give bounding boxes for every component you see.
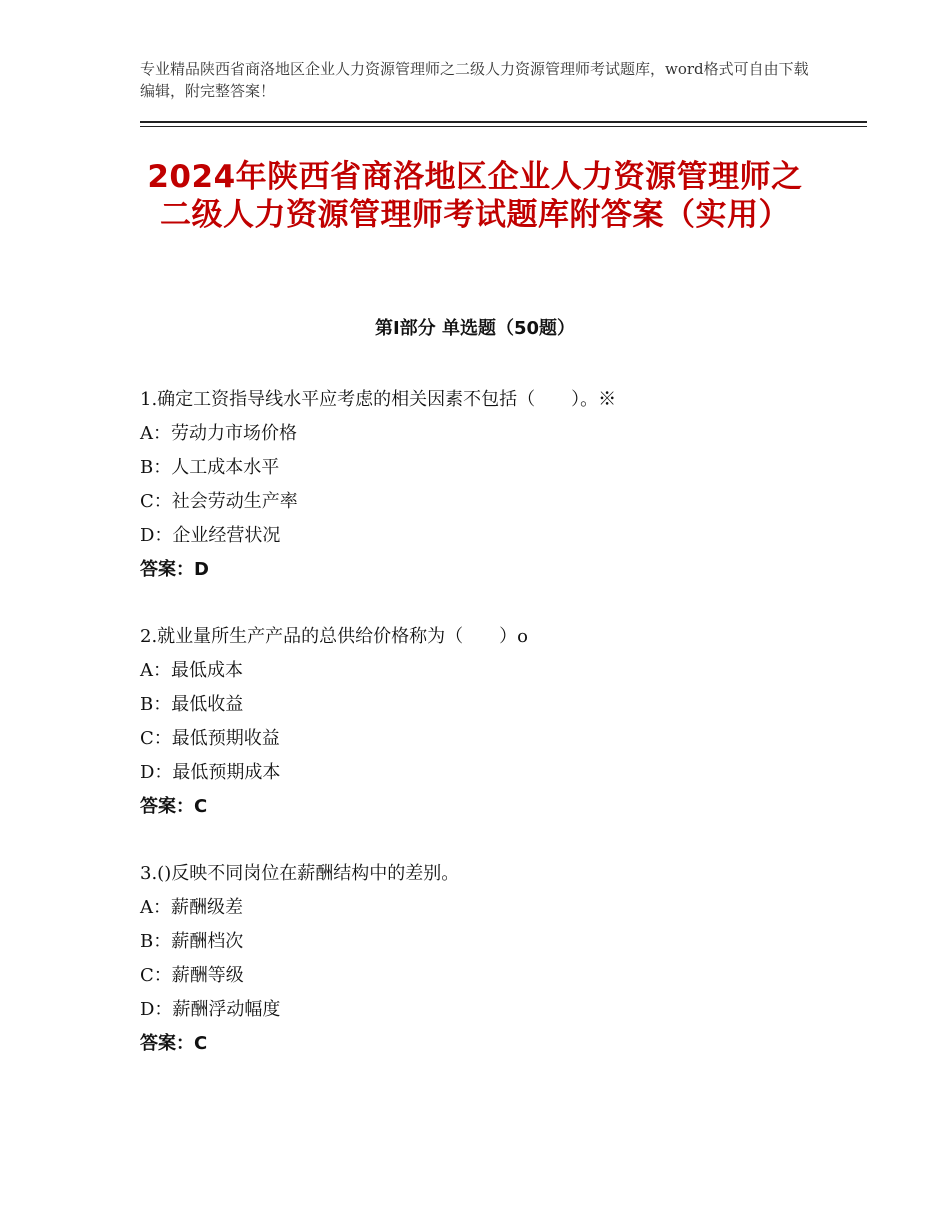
option-d: D：企业经营状况 [140, 525, 281, 546]
question-3 [140, 857, 840, 1061]
answer: 答案：C [140, 1033, 208, 1054]
option-d: D：最低预期成本 [140, 762, 281, 783]
question-stem: 3.()反映不同岗位在薪酬结构中的差别。 [140, 863, 460, 884]
option-d: D：薪酬浮动幅度 [140, 999, 281, 1020]
option-b: B：人工成本水平 [140, 457, 280, 478]
header-note: 专业精品陕西省商洛地区企业人力资源管理师之二级人力资源管理师考试题库，word格式可自由下载编辑，附完整答案！ [140, 60, 809, 100]
header-divider-thick [140, 121, 867, 123]
option-a: A：劳动力市场价格 [140, 423, 297, 444]
question-stem: 1.确定工资指导线水平应考虑的相关因素不包括（ ）。※ [140, 389, 617, 410]
option-c: C：薪酬等级 [140, 965, 244, 986]
option-c: C：最低预期收益 [140, 728, 280, 749]
option-b: B：薪酬档次 [140, 931, 244, 952]
section-heading: 第Ⅰ部分 单选题（50题） [374, 318, 575, 339]
option-c: C：社会劳动生产率 [140, 491, 298, 512]
question-stem: 2.就业量所生产产品的总供给价格称为（ ）o [140, 626, 529, 647]
document-title: 2024年陕西省商洛地区企业人力资源管理师之二级人力资源管理师考试题库附答案（实用） [147, 159, 803, 233]
header-divider-thin [140, 126, 867, 127]
answer: 答案：D [140, 559, 209, 580]
question-list [140, 383, 840, 1094]
answer: 答案：C [140, 796, 208, 817]
option-b: B：最低收益 [140, 694, 244, 715]
option-a: A：最低成本 [140, 660, 243, 681]
question-2 [140, 620, 840, 824]
option-a: A：薪酬级差 [140, 897, 243, 918]
question-1 [140, 383, 840, 587]
